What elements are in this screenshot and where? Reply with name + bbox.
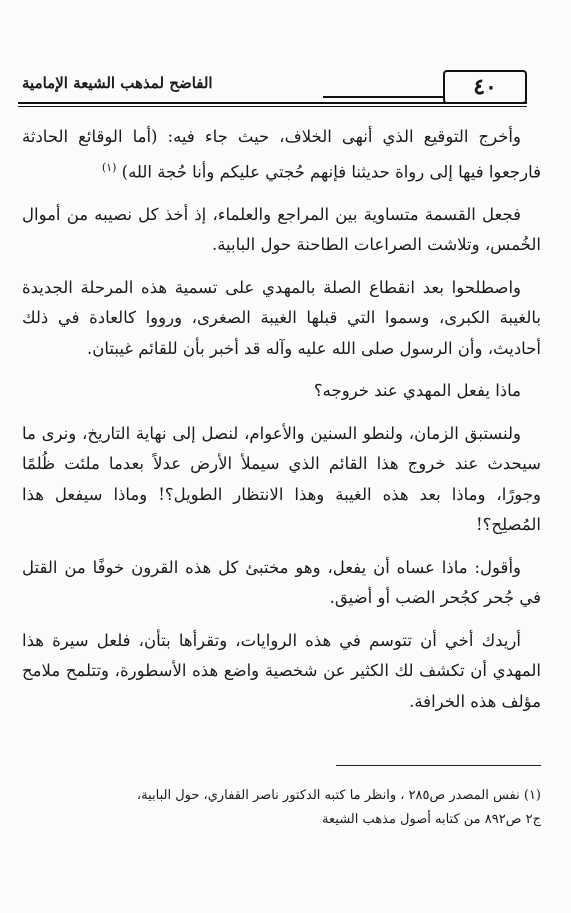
header-rule-thin [18,106,527,107]
paragraph: ولنستبق الزمان، ولنطو السنين والأعوام، لنصل إلى نهاية التاريخ، ونرى ما سيحدث عند خروج هذا القائم الذي سيملأ الأرض عدلاً بعدما ملئت ظُلمًا وجورًا، وماذا بعد هذه الغيبة وهذا الانتظار الطويل؟! وماذا سيفعل هذا المُصلِح؟! [22,423,541,534]
paragraph: وأقول: ماذا عساه أن يفعل، وهو مختبئ كل هذه القرون خوفًا من القتل في جُحر كجُحر الضب أو أضيق. [22,557,541,607]
running-title: الفاضح لمذهب الشيعة الإمامية [22,74,213,92]
paragraph-text: وأخرج التوقيع الذي أنهى الخلاف، حيث جاء فيه: (أما الوقائع الحادثة فارجعوا فيها إلى رواة حديثنا فإنهم حُجتي عليكم وأنا حُجة الله) [22,127,541,181]
header-divider-short [323,96,443,98]
footnote-reference: (١) [101,160,117,174]
footnote-separator [336,765,541,766]
header-rule [18,102,527,104]
footnote-line: (١) نفس المصدر ص٢٨٥ ، وانظر ما كتبه الدكتور ناصر القفاري، حول البابية، [136,788,541,803]
footnote [22,784,541,832]
footnote-line: ج٢ ص٨٩٢ من كتابه أصول مذهب الشيعة [322,812,541,827]
section-question: ماذا يفعل المهدي عند خروجه؟ [313,381,521,400]
paragraph: واصطلحوا بعد انقطاع الصلة بالمهدي على تسمية هذه المرحلة الجديدة بالغيبة الكبرى، وسموا التي قبلها الغيبة الصغرى، ورووا كالعادة في ذلك أحاديث، وأن الرسول صلى الله عليه وآله قد أخبر بأن للقائم غيبتان. [22,277,541,358]
paragraph: أريدك أخي أن تتوسم في هذه الروايات، وتقرأها بتأن، فلعل سيرة هذا المهدي أن تكشف لك الكثير عن شخصية واضع هذه الأسطورة، وتتلمح ملامح مؤلف هذه الخرافة. [22,630,541,711]
paragraph [22,122,541,188]
main-text [22,122,541,717]
paragraph: فجعل القسمة متساوية بين المراجع والعلماء، إذ أخذ كل نصيبه من أموال الخُمس، وتلاشت الصراعات الطاحنة حول البابية. [22,204,541,254]
page-number: ٤٠ [443,70,527,104]
page-header [18,70,527,108]
